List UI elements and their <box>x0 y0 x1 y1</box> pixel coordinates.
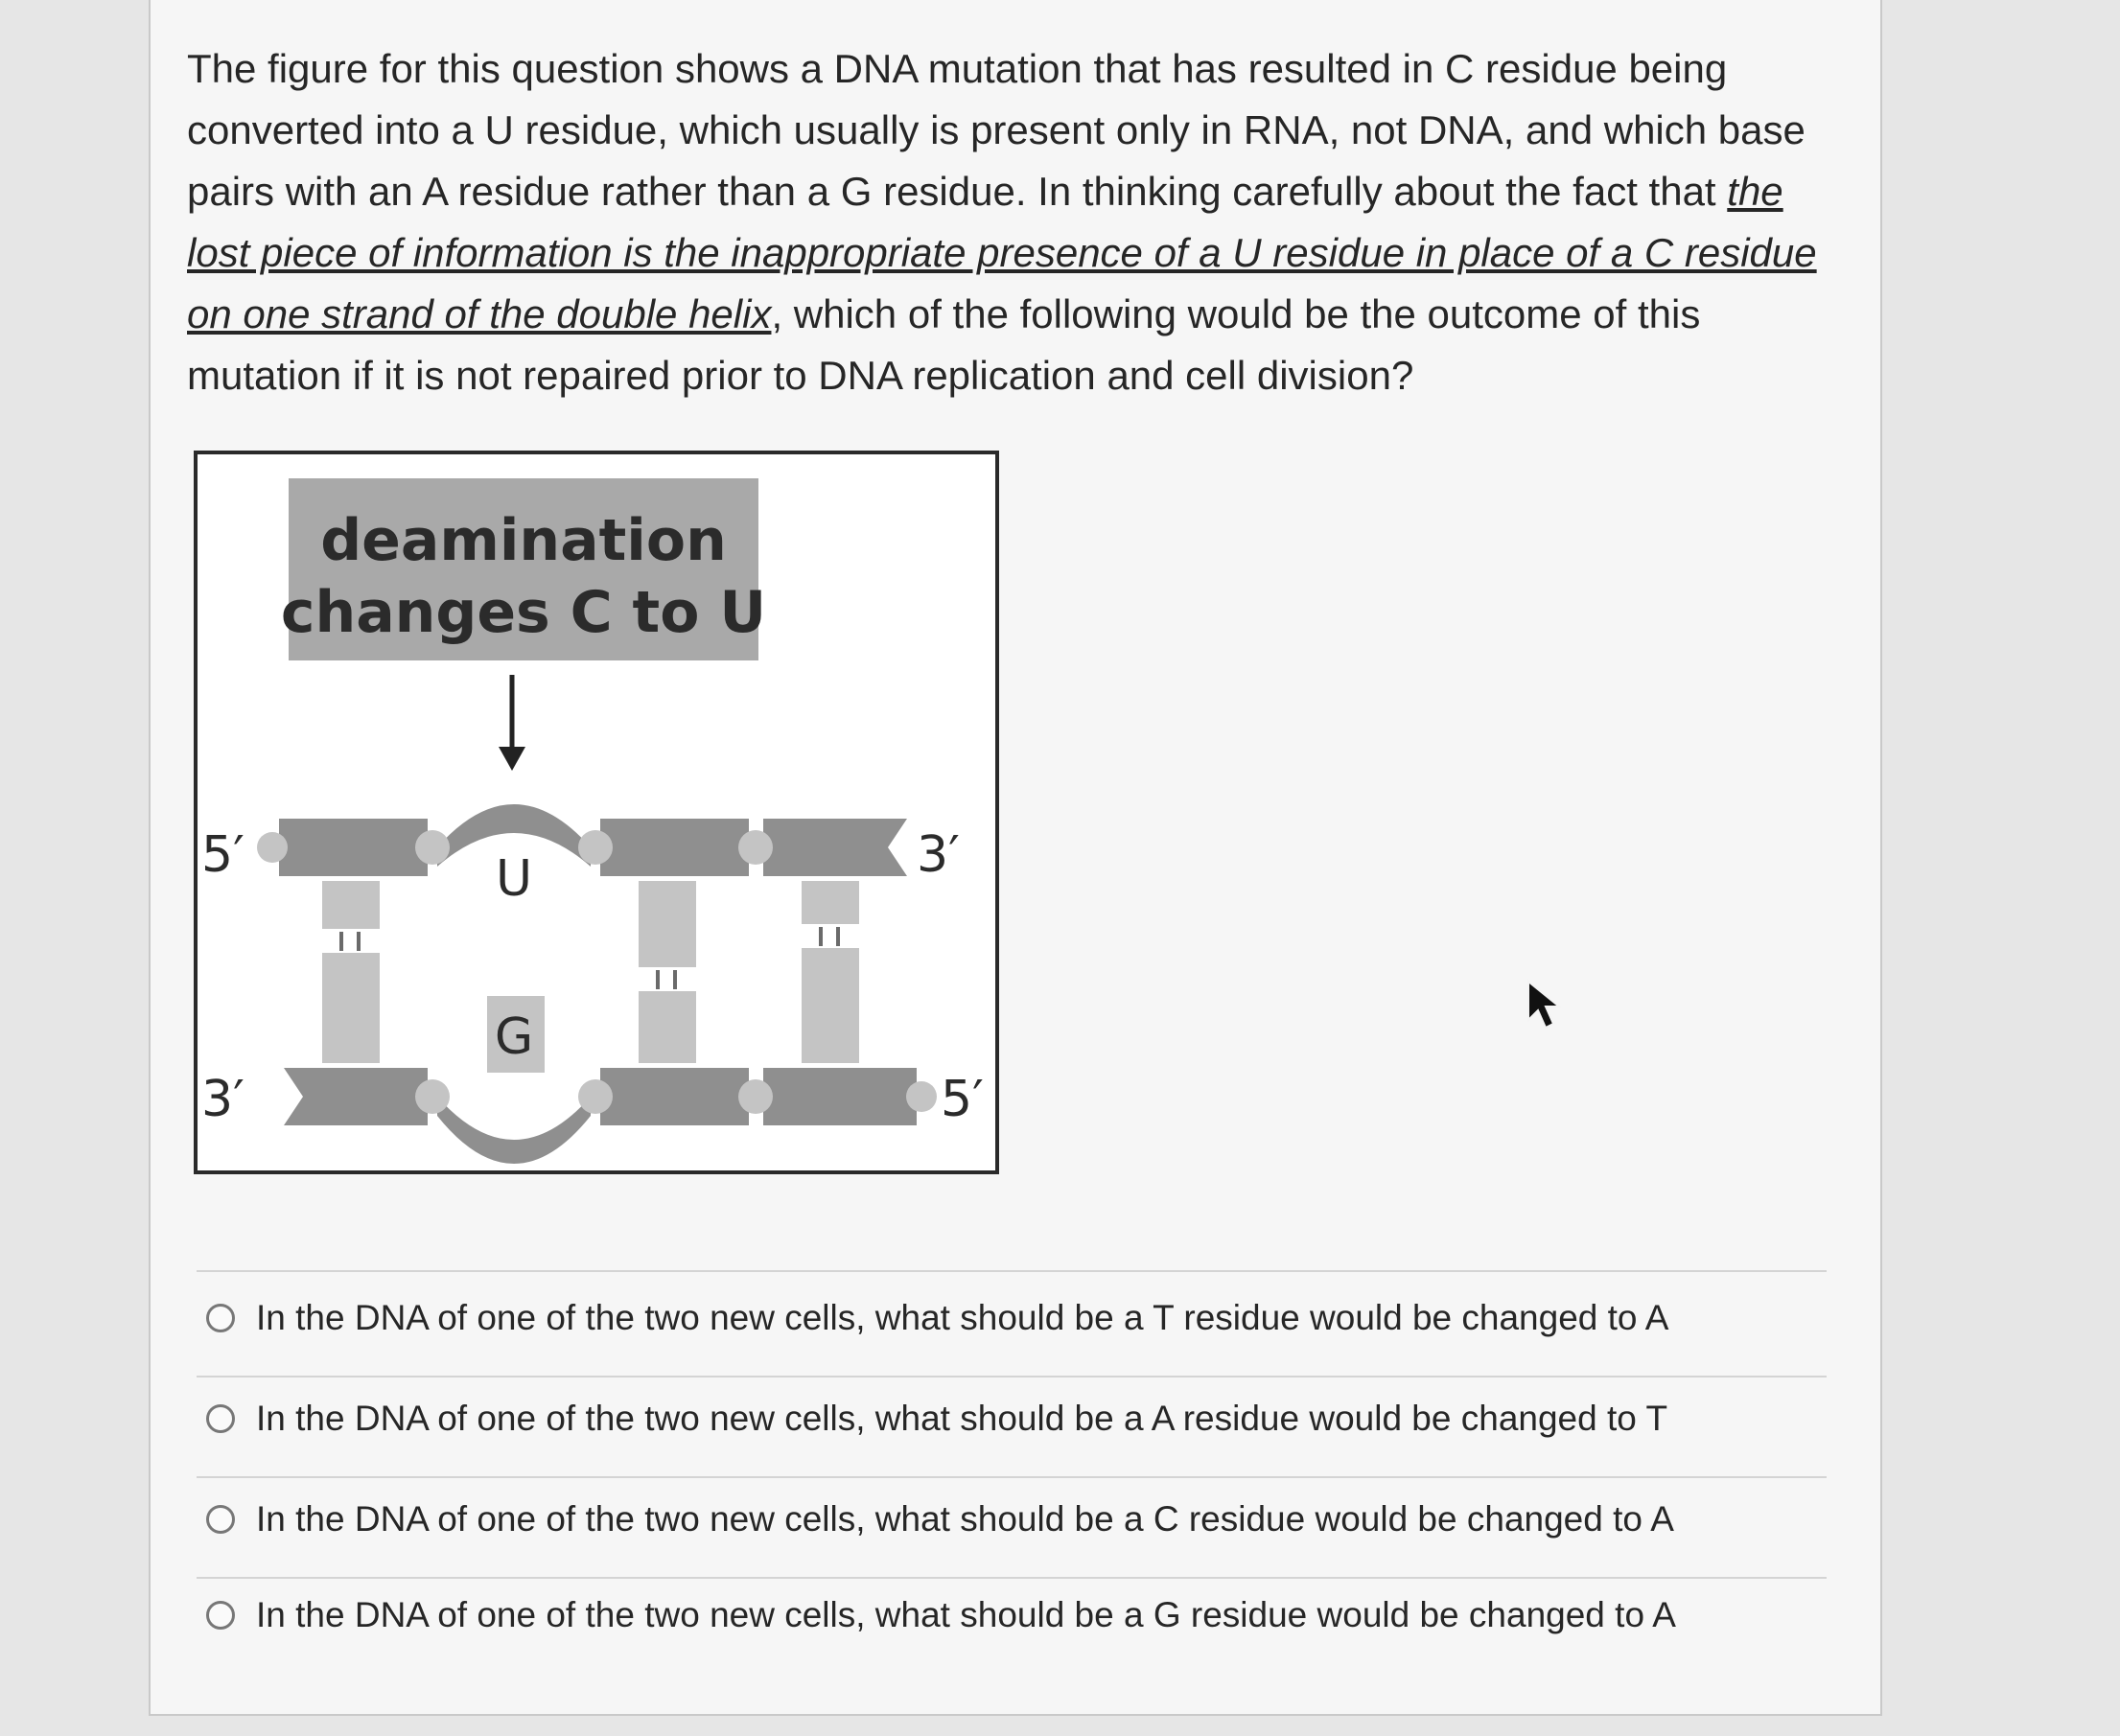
divider <box>197 1476 1827 1478</box>
base-pair-1-bottom <box>322 953 380 1063</box>
top-strand-node <box>257 832 288 863</box>
question-text-start: The figure for this question shows a DNA mutation that has resulted in C residue being converted into a U residue, which usually is present only in RNA, not DNA, and which base pairs with an A residue rather than a G residue. In thinking carefully about the fact that <box>187 46 1805 214</box>
answer-option-2[interactable] <box>206 1390 1836 1447</box>
top-left-end-label: 5′ <box>201 826 245 884</box>
answer-option-3[interactable] <box>206 1491 1836 1548</box>
top-strand-node <box>415 830 450 865</box>
dna-mutation-figure <box>194 451 999 1174</box>
answer-option-4[interactable] <box>206 1586 1836 1644</box>
dna-diagram <box>198 454 995 1170</box>
bottom-strand-node <box>738 1079 773 1114</box>
bottom-left-end-label: 3′ <box>201 1071 245 1128</box>
caption-line-2: changes C to U <box>280 579 767 646</box>
base-pair-1-top <box>322 881 380 929</box>
base-pair-3-top <box>639 881 696 967</box>
bottom-right-end-label: 5′ <box>941 1071 984 1128</box>
base-u-label: U <box>495 850 533 908</box>
question-text <box>187 38 1817 406</box>
divider <box>197 1577 1827 1579</box>
base-pair-3-bottom <box>639 991 696 1063</box>
caption-line-1: deamination <box>320 507 727 574</box>
answer-option-label: In the DNA of one of the two new cells, what should be a G residue would be changed to A <box>256 1595 1676 1634</box>
mouse-pointer-icon <box>1525 978 1563 1031</box>
divider <box>197 1376 1827 1377</box>
answer-option-1[interactable] <box>206 1289 1836 1347</box>
top-strand-segment-1 <box>279 819 428 876</box>
base-pair-4-bottom <box>802 948 859 1063</box>
answer-option-label: In the DNA of one of the two new cells, what should be a A residue would be changed to T <box>256 1399 1668 1438</box>
top-strand-node <box>738 830 773 865</box>
bottom-strand-bulge <box>437 1097 591 1164</box>
question-emphasis: the lost piece of information is the inappropriate presence of a U residue in place of a C residue on one strand of the double helix <box>187 169 1817 336</box>
answer-option-label: In the DNA of one of the two new cells, what should be a T residue would be changed to A <box>256 1298 1669 1337</box>
bottom-strand-node <box>906 1081 937 1112</box>
bottom-strand-segment-2 <box>600 1068 749 1125</box>
base-pair-4-top <box>802 881 859 924</box>
radio-button-icon[interactable] <box>206 1601 235 1630</box>
top-right-end-label: 3′ <box>917 826 960 884</box>
bottom-strand-segment-1 <box>284 1068 428 1125</box>
top-strand-node <box>578 830 613 865</box>
radio-button-icon[interactable] <box>206 1505 235 1534</box>
top-strand-segment-3 <box>763 819 907 876</box>
question-text-end: , which of the following would be the outcome of this mutation if it is not repaired prior to DNA replication and cell division? <box>187 291 1701 398</box>
top-strand-segment-2 <box>600 819 749 876</box>
bottom-strand-segment-3 <box>763 1068 917 1125</box>
bottom-strand-node <box>578 1079 613 1114</box>
answer-option-label: In the DNA of one of the two new cells, what should be a C residue would be changed to A <box>256 1499 1674 1539</box>
radio-button-icon[interactable] <box>206 1304 235 1332</box>
radio-button-icon[interactable] <box>206 1404 235 1433</box>
base-g-label: G <box>494 1008 534 1066</box>
down-arrow-icon <box>499 747 525 771</box>
divider <box>197 1270 1827 1272</box>
bottom-strand-node <box>415 1079 450 1114</box>
